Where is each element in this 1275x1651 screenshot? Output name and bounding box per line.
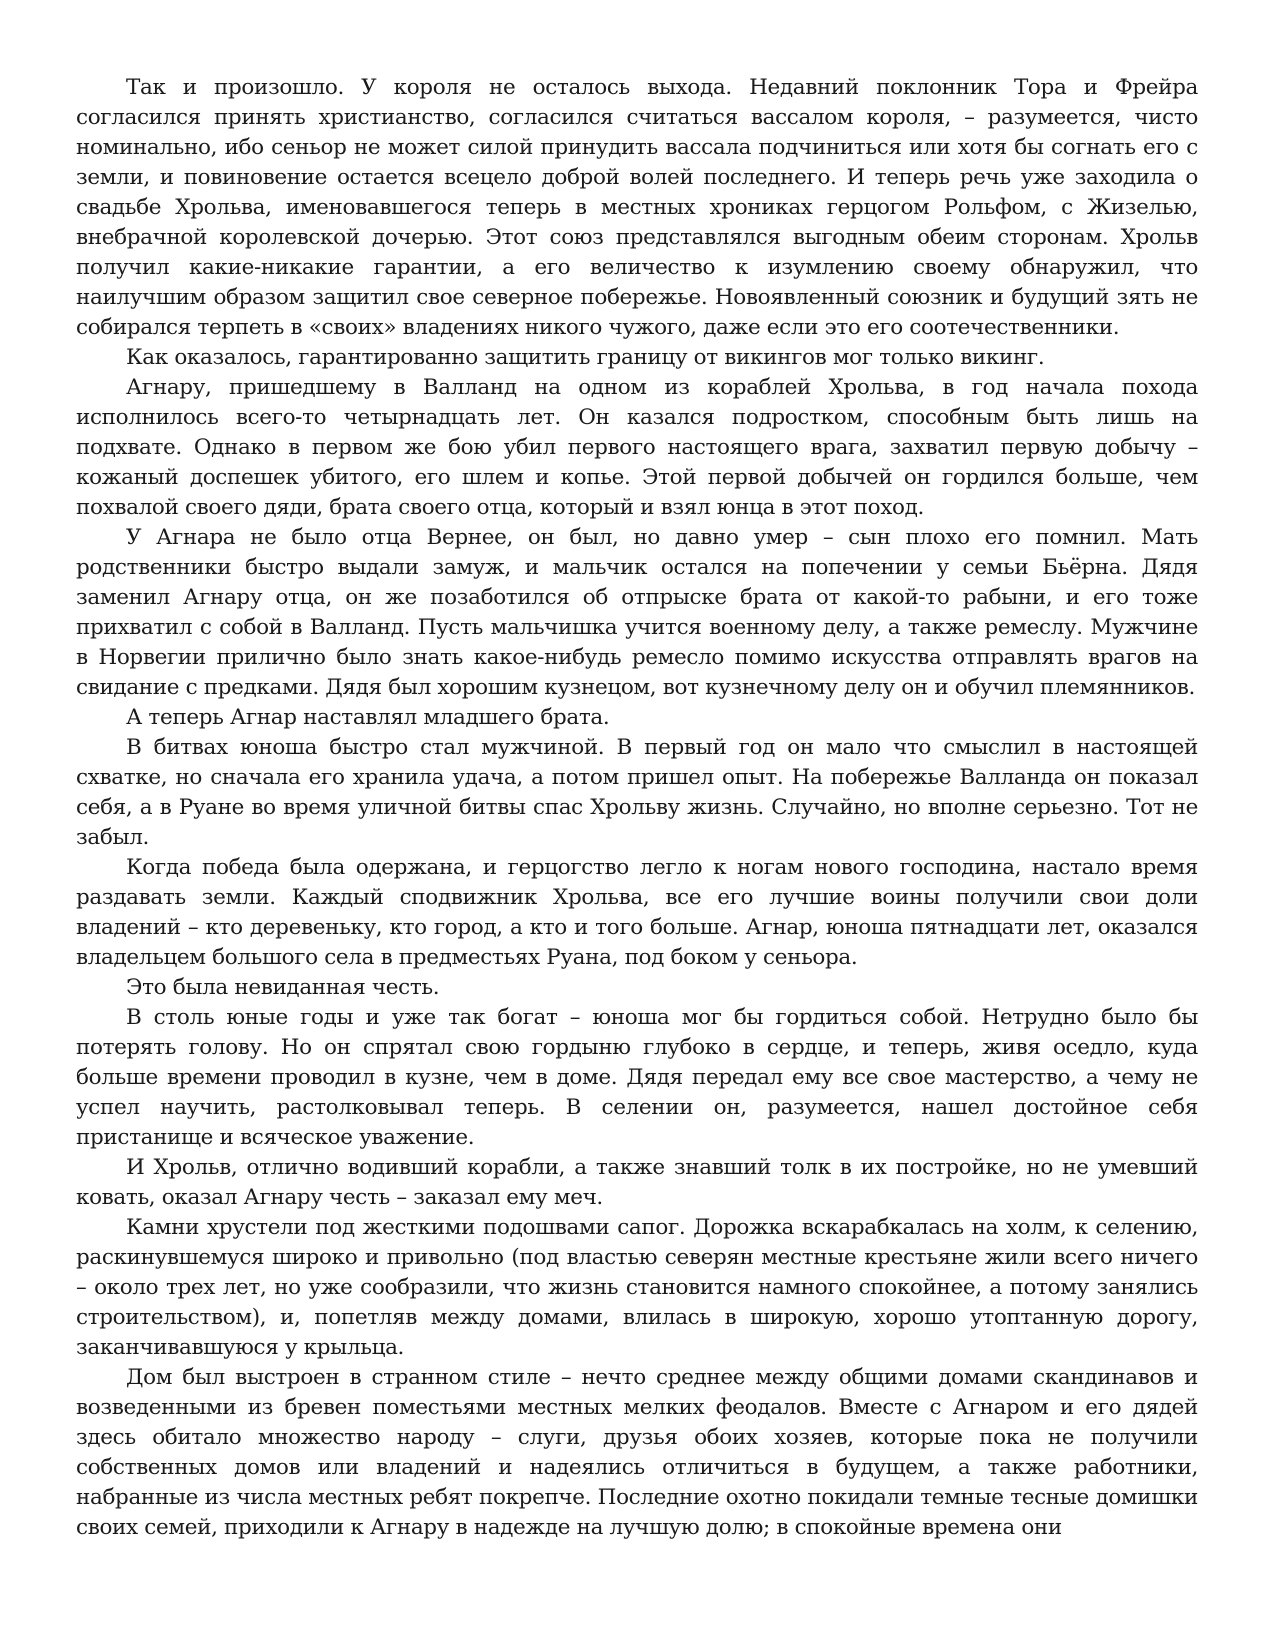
paragraph: У Агнара не было отца Вернее, он был, но давно умер – сын плохо его помнил. Мать родственники быстро выдали замуж, и мальчик остался на попечении у семьи Бьёрна. Дядя заменил Агнару отца, он же позаботился об отпрыске брата от какой-то рабыни, и его тоже прихватил с собой в Валланд. Пусть мальчишка учится военному делу, а также ремеслу. Мужчине в Норвегии прилично было знать какое-нибудь ремесло помимо искусства отправлять врагов на свидание с предками. Дядя был хорошим кузнецом, вот кузнечному делу он и обучил племянников. — [76, 525, 1198, 700]
paragraph: Дом был выстроен в странном стиле – нечто среднее между общими домами скандинавов и возведенными из бревен поместьями местных мелких феодалов. Вместе с Агнаром и его дядей здесь обитало множество народу – слуги, друзья обоих хозяев, которые пока не получили собственных домов или владений и надеялись отличиться в будущем, а также работники, набранные из числа местных ребят покрепче. Последние охотно покидали темные тесные домишки своих семей, приходили к Агнару в надежде на лучшую долю; в спокойные времена они — [76, 1365, 1198, 1540]
paragraph: И Хрольв, отлично водивший корабли, а также знавший толк в их постройке, но не умевший ковать, оказал Агнару честь – заказал ему меч. — [76, 1155, 1198, 1210]
paragraph: Так и произошло. У короля не осталось выхода. Недавний поклонник Тора и Фрейра согласился принять христианство, согласился считаться вассалом короля, – разумеется, чисто номинально, ибо сеньор не может силой принудить вассала подчиниться или хотя бы согнать его с земли, и повиновение остается всецело доброй волей последнего. И теперь речь уже заходила о свадьбе Хрольва, именовавшегося теперь в местных хрониках герцогом Рольфом, с Жизелью, внебрачной королевской дочерью. Этот союз представлялся выгодным обеим сторонам. Хрольв получил какие-никакие гарантии, а его величество к изумлению своему обнаружил, что наилучшим образом защитил свое северное побережье. Новоявленный союзник и будущий зять не собирался терпеть в «своих» владениях никого чужого, даже если это его соотечественники. — [76, 75, 1198, 340]
paragraph: Когда победа была одержана, и герцогство легло к ногам нового господина, настало время раздавать земли. Каждый сподвижник Хрольва, все его лучшие воины получили свои доли владений – кто деревеньку, кто город, а кто и того больше. Агнар, юноша пятнадцати лет, оказался владельцем большого села в предместьях Руана, под боком у сеньора. — [76, 855, 1198, 970]
body-text — [76, 73, 1198, 1543]
paragraph: Это была невиданная честь. — [126, 975, 440, 1000]
paragraph: А теперь Агнар наставлял младшего брата. — [126, 705, 610, 730]
paragraph: В битвах юноша быстро стал мужчиной. В первый год он мало что смыслил в настоящей схватке, но сначала его хранила удача, а потом пришел опыт. На побережье Валланда он показал себя, а в Руане во время уличной битвы спас Хрольву жизнь. Случайно, но вполне серьезно. Тот не забыл. — [76, 735, 1198, 850]
paragraph: Как оказалось, гарантированно защитить границу от викингов мог только викинг. — [126, 345, 1045, 370]
paragraph: Камни хрустели под жесткими подошвами сапог. Дорожка вскарабкалась на холм, к селению, раскинувшемуся широко и привольно (под властью северян местные крестьяне жили всего ничего – около трех лет, но уже сообразили, что жизнь становится намного спокойнее, а потому занялись строительством), и, попетляв между домами, влилась в широкую, хорошо утоптанную дорогу, заканчивавшуюся у крыльца. — [76, 1215, 1198, 1360]
paragraph: В столь юные годы и уже так богат – юноша мог бы гордиться собой. Нетрудно было бы потерять голову. Но он спрятал свою гордыню глубоко в сердце, и теперь, живя оседло, куда больше времени проводил в кузне, чем в доме. Дядя передал ему все свое мастерство, а чему не успел научить, растолковывал теперь. В селении он, разумеется, нашел достойное себя пристанище и всяческое уважение. — [76, 1005, 1198, 1150]
paragraph: Агнару, пришедшему в Валланд на одном из кораблей Хрольва, в год начала похода исполнилось всего-то четырнадцать лет. Он казался подростком, способным быть лишь на подхвате. Однако в первом же бою убил первого настоящего врага, захватил первую добычу – кожаный доспешек убитого, его шлем и копье. Этой первой добычей он гордился больше, чем похвалой своего дяди, брата своего отца, который и взял юнца в этот поход. — [76, 375, 1198, 520]
